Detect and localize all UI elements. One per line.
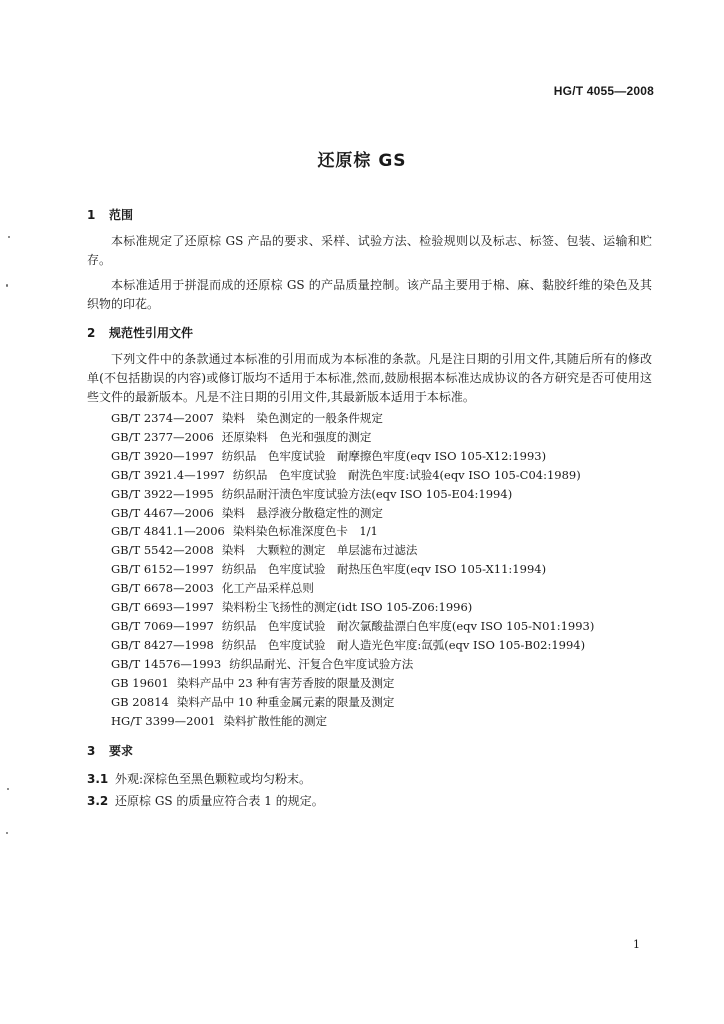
page-number: 1 [633, 938, 640, 951]
reference-code: GB/T 4467—2006 [111, 505, 214, 520]
reference-code: GB/T 6152—1997 [111, 562, 214, 577]
clause-number: 3.1 [87, 772, 109, 786]
reference-item [111, 712, 671, 731]
scan-speck [7, 788, 9, 790]
reference-item [111, 428, 671, 447]
document-title: 还原棕 GS [317, 151, 407, 171]
reference-title: 染料 悬浮液分散稳定性的测定 [221, 505, 383, 520]
reference-title: 染料染色标准深度色卡 1/1 [232, 524, 378, 539]
reference-code: GB/T 7069—1997 [111, 618, 214, 633]
section-1-heading [87, 206, 133, 223]
reference-title: 染料产品中 23 种有害芳香胺的限量及测定 [176, 675, 395, 690]
reference-code: GB/T 2377—2006 [111, 429, 214, 444]
clause-text: 还原棕 GS 的质量应符合表 1 的规定。 [115, 794, 324, 808]
clause-3-1 [87, 770, 311, 787]
reference-item [111, 447, 671, 466]
section-1-number: 1 [87, 208, 96, 222]
scan-speck [8, 236, 10, 238]
scope-paragraph-1: 本标准规定了还原棕 GS 产品的要求、采样、试验方法、检验规则以及标志、标签、包装、运输和贮存。 [87, 234, 652, 267]
reference-item [111, 598, 671, 617]
reference-title: 染料扩散性能的测定 [223, 713, 327, 728]
reference-title: 纺织品 色牢度试验 耐人造光色牢度:氙弧(eqv ISO 105-B02:1994) [221, 637, 586, 652]
normative-refs-intro: 下列文件中的条款通过本标准的引用而成为本标准的条款。凡是注日期的引用文件,其随后所有的修改单(不包括勘误的内容)或修订版均不适用于本标准,然而,鼓励根据本标准达成协议的各方研究是否可使用这些文件的最新版本。凡是不注日期的引用文件,其最新版本适用于本标准。 [87, 352, 652, 404]
reference-code: GB/T 2374—2007 [111, 411, 214, 425]
reference-code: GB/T 3920—1997 [111, 448, 214, 463]
reference-item [111, 693, 671, 712]
reference-title: 染料产品中 10 种重金属元素的限量及测定 [176, 694, 395, 709]
reference-item [111, 674, 671, 693]
reference-title: 纺织品 色牢度试验 耐洗色牢度:试验4(eqv ISO 105-C04:1989) [232, 467, 581, 482]
scan-speck [6, 284, 8, 287]
section-2-number: 2 [87, 326, 96, 340]
reference-title: 染料粉尘飞扬性的测定(idt ISO 105-Z06:1996) [221, 600, 473, 615]
reference-item [111, 541, 671, 560]
reference-item [111, 522, 671, 541]
section-2-heading [87, 324, 193, 341]
clause-3-2 [87, 792, 324, 809]
reference-code: GB/T 8427—1998 [111, 637, 214, 652]
reference-code: GB/T 3922—1995 [111, 486, 214, 501]
scope-paragraph-2: 本标准适用于拼混而成的还原棕 GS 的产品质量控制。该产品主要用于棉、麻、黏胶纤维的染色及其织物的印花。 [87, 278, 652, 311]
reference-list [111, 409, 671, 730]
reference-code: GB/T 6693—1997 [111, 600, 214, 615]
scan-speck [6, 832, 8, 834]
reference-item [111, 466, 671, 485]
reference-item [111, 655, 671, 674]
reference-item [111, 579, 671, 598]
reference-title: 纺织品耐汗渍色牢度试验方法(eqv ISO 105-E04:1994) [221, 486, 513, 501]
reference-item [111, 617, 671, 636]
reference-title: 纺织品 色牢度试验 耐摩擦色牢度(eqv ISO 105-X12:1993) [221, 448, 547, 463]
reference-item [111, 409, 671, 428]
reference-code: GB/T 14576—1993 [111, 656, 222, 671]
reference-code: GB 19601 [111, 675, 169, 690]
reference-item [111, 485, 671, 504]
reference-item [111, 636, 671, 655]
section-2-title: 规范性引用文件 [109, 326, 194, 340]
section-3-number: 3 [87, 744, 96, 758]
section-3-heading [87, 742, 133, 759]
section-3-title: 要求 [109, 744, 134, 758]
clause-number: 3.2 [87, 794, 109, 808]
reference-item [111, 504, 671, 523]
reference-code: GB/T 6678—2003 [111, 581, 214, 596]
reference-title: 纺织品耐光、汗复合色牢度试验方法 [229, 656, 414, 671]
reference-title: 还原染料 色光和强度的测定 [221, 429, 372, 444]
reference-title: 染料 染色测定的一般条件规定 [221, 411, 383, 425]
reference-code: GB/T 4841.1—2006 [111, 524, 225, 539]
reference-title: 纺织品 色牢度试验 耐热压色牢度(eqv ISO 105-X11:1994) [221, 562, 547, 577]
reference-item [111, 560, 671, 579]
reference-title: 化工产品采样总则 [221, 581, 314, 596]
reference-code: GB/T 5542—2008 [111, 543, 214, 558]
section-1-title: 范围 [109, 208, 134, 222]
reference-code: GB 20814 [111, 694, 169, 709]
reference-title: 纺织品 色牢度试验 耐次氯酸盐漂白色牢度(eqv ISO 105-N01:1993) [221, 618, 595, 633]
reference-title: 染料 大颗粒的测定 单层滤布过滤法 [221, 543, 418, 558]
reference-code: HG/T 3399—2001 [111, 713, 216, 728]
clause-text: 外观:深棕色至黑色颗粒或均匀粉末。 [115, 772, 312, 786]
reference-code: GB/T 3921.4—1997 [111, 467, 225, 482]
standard-code: HG/T 4055—2008 [553, 84, 654, 98]
